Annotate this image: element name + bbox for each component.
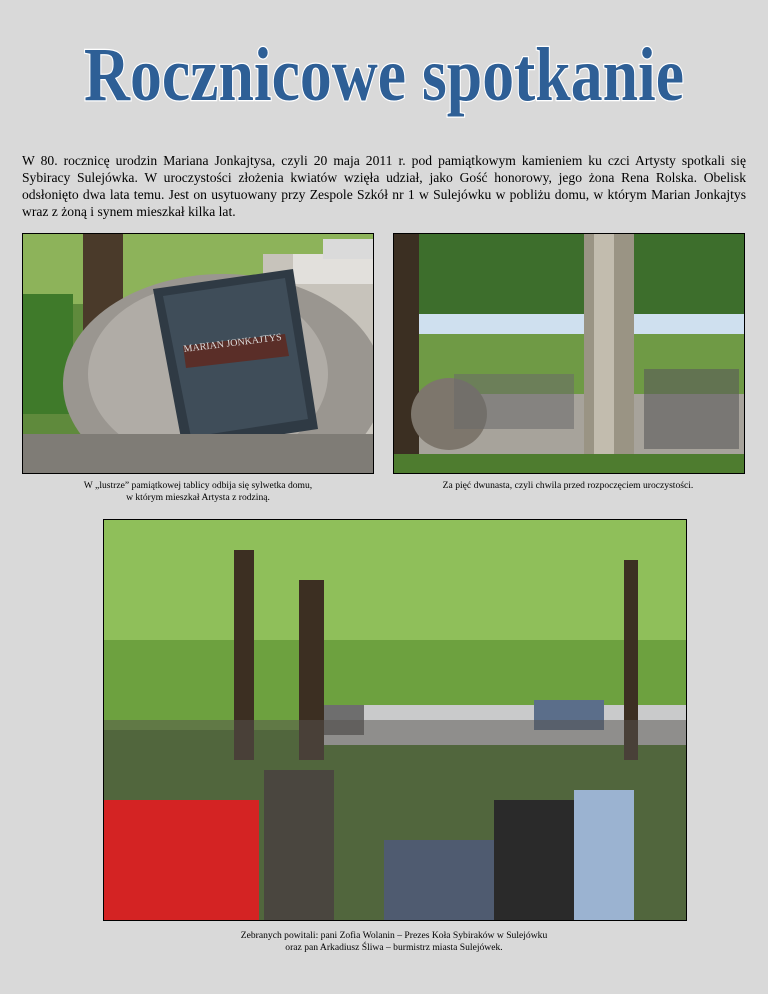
page-title bbox=[0, 26, 768, 122]
caption-memorial-plaque-line2: w którym mieszkał Artysta z rodziną. bbox=[126, 492, 270, 503]
page-title-text: Rocznicowe spotkanie bbox=[84, 33, 684, 117]
intro-paragraph: W 80. rocznicę urodzin Mariana Jonkajtysa, czyli 20 maja 2011 r. pod pamiątkowym kamieniem ku czci Artysty spotkali się Sybiracy Sulejówka. W uroczystości złożenia kwiatów wzięła udział, jako Gość honorowy, jego żona Rena Rolska. Obelisk odsłonięto dwa lata temu. Jest on usytuowany przy Zespole Szkół nr 1 w Sulejówku w pobliżu domu, w którym Marian Jonkajtys wraz z żoną i synem mieszkał kilka lat. bbox=[22, 153, 746, 219]
caption-memorial-plaque-line1: W „lustrze” pamiątkowej tablicy odbija się sylwetka domu, bbox=[83, 480, 313, 491]
caption-gathered-crowd bbox=[103, 930, 685, 954]
caption-memorial-plaque bbox=[30, 480, 366, 504]
caption-before-ceremony: Za pięć dwunasta, czyli chwila przed rozpoczęciem uroczystości. bbox=[442, 480, 694, 491]
photo-memorial-plaque bbox=[22, 233, 374, 474]
caption-gathered-crowd-line1: Zebranych powitali: pani Zofia Wolanin – Prezes Koła Sybiraków w Sulejówku bbox=[240, 930, 548, 941]
plaque-name-text: MARIAN JONKAJTYS bbox=[183, 332, 283, 355]
caption-gathered-crowd-line2: oraz pan Arkadiusz Śliwa – burmistrz miasta Sulejówek. bbox=[285, 942, 503, 953]
photo-before-ceremony bbox=[393, 233, 745, 474]
photo-gathered-crowd bbox=[103, 519, 687, 921]
